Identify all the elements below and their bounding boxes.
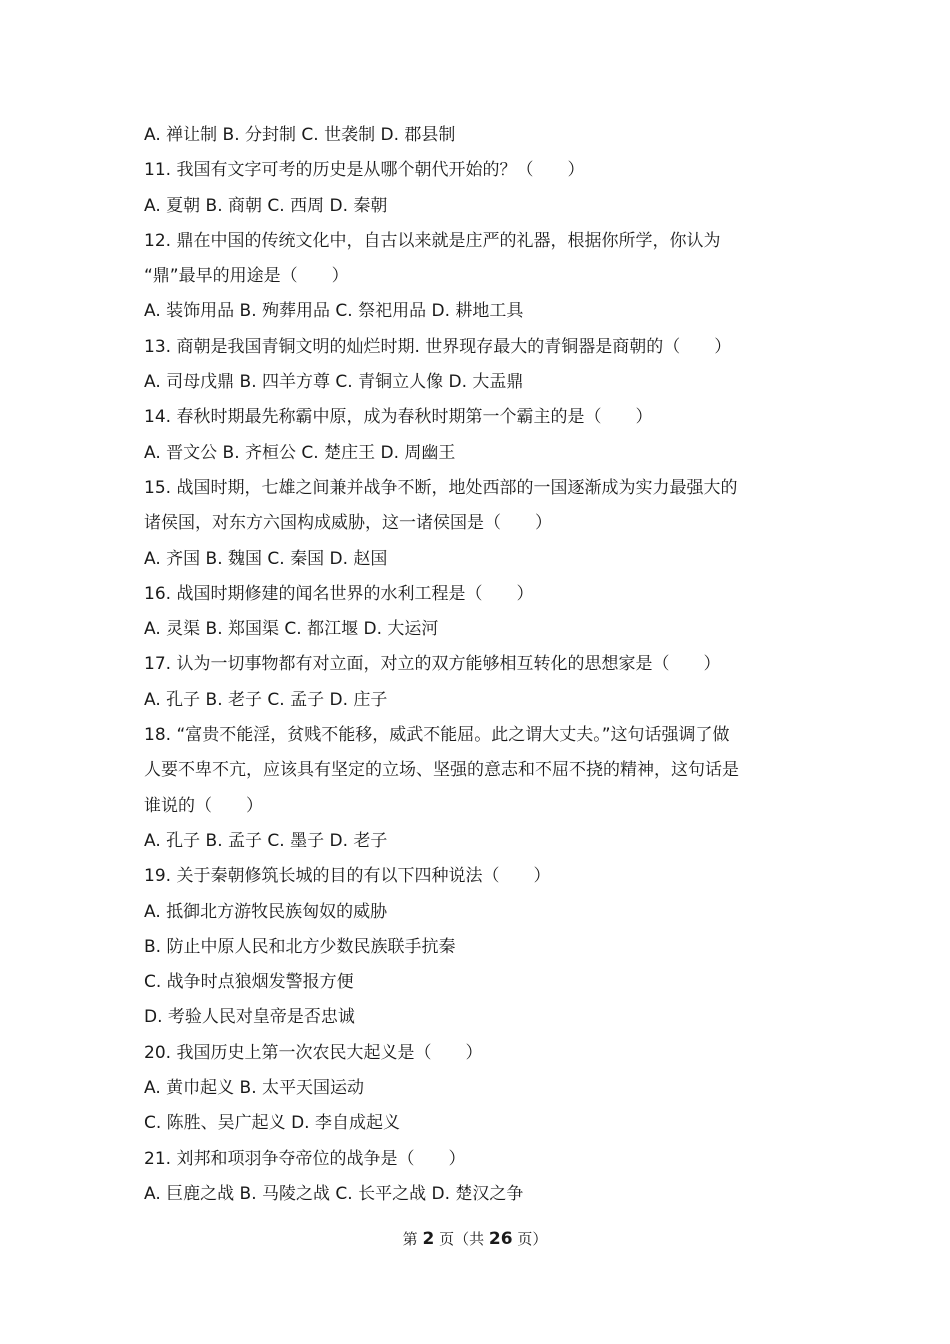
text-line: 诸侯国，对东方六国构成威胁，这一诸侯国是（ ） xyxy=(144,513,552,534)
page-footer xyxy=(0,1226,950,1252)
text-line: 20. 我国历史上第一次农民大起义是（ ） xyxy=(144,1042,483,1063)
question-content xyxy=(144,118,814,1212)
text-line: A. 装饰用品 B. 殉葬用品 C. 祭祀用品 D. 耕地工具 xyxy=(144,301,524,322)
text-line: B. 防止中原人民和北方少数民族联手抗秦 xyxy=(144,936,456,957)
footer-prefix: 第 xyxy=(402,1230,418,1248)
text-line: 18. “富贵不能淫，贫贱不能移，威武不能屈。此之谓大丈夫。”这句话强调了做 xyxy=(144,725,730,746)
footer-suffix: 页） xyxy=(517,1230,548,1248)
footer-middle: 页（共 xyxy=(439,1230,485,1248)
footer-page-number: 2 xyxy=(422,1229,435,1249)
text-line: D. 考验人民对皇帝是否忠诚 xyxy=(144,1007,355,1028)
text-line: A. 巨鹿之战 B. 马陵之战 C. 长平之战 D. 楚汉之争 xyxy=(144,1183,524,1204)
text-line: A. 禅让制 B. 分封制 C. 世袭制 D. 郡县制 xyxy=(144,125,456,145)
text-line: 14. 春秋时期最先称霸中原，成为春秋时期第一个霸主的是（ ） xyxy=(144,407,653,428)
text-line: 12. 鼎在中国的传统文化中，自古以来就是庄严的礼器，根据你所学，你认为 xyxy=(144,230,721,251)
text-line: 19. 关于秦朝修筑长城的目的有以下四种说法（ ） xyxy=(144,866,551,887)
text-line: A. 抵御北方游牧民族匈奴的威胁 xyxy=(144,901,388,922)
text-line: 15. 战国时期，七雄之间兼并战争不断，地处西部的一国逐渐成为实力最强大的 xyxy=(144,477,738,498)
text-line: A. 晋文公 B. 齐桓公 C. 楚庄王 D. 周幽王 xyxy=(144,442,456,463)
text-line: 11. 我国有文字可考的历史是从哪个朝代开始的？（ ） xyxy=(144,160,585,181)
text-line: 21. 刘邦和项羽争夺帝位的战争是（ ） xyxy=(144,1148,466,1169)
text-line: A. 齐国 B. 魏国 C. 秦国 D. 赵国 xyxy=(144,548,388,569)
text-line: A. 司母戊鼎 B. 四羊方尊 C. 青铜立人像 D. 大盂鼎 xyxy=(144,372,524,393)
footer-total-pages: 26 xyxy=(488,1229,513,1249)
text-line: C. 陈胜、吴广起义 D. 李自成起义 xyxy=(144,1113,400,1134)
text-line: A. 黄巾起义 B. 太平天国运动 xyxy=(144,1078,365,1099)
text-line: A. 孔子 B. 孟子 C. 墨子 D. 老子 xyxy=(144,830,388,851)
text-line: 17. 认为一切事物都有对立面，对立的双方能够相互转化的思想家是（ ） xyxy=(144,654,721,675)
text-line: A. 灵渠 B. 郑国渠 C. 都江堰 D. 大运河 xyxy=(144,619,439,640)
text-line: 16. 战国时期修建的闻名世界的水利工程是（ ） xyxy=(144,583,534,604)
text-line: 13. 商朝是我国青铜文明的灿烂时期. 世界现存最大的青铜器是商朝的（ ） xyxy=(144,336,732,357)
text-line: C. 战争时点狼烟发警报方便 xyxy=(144,972,354,993)
text-line: A. 孔子 B. 老子 C. 孟子 D. 庄子 xyxy=(144,689,388,710)
text-line: “鼎”最早的用途是（ ） xyxy=(144,266,349,287)
text-line: 谁说的（ ） xyxy=(144,795,263,816)
text-line: 人要不卑不亢，应该具有坚定的立场、坚强的意志和不屈不挠的精神，这句话是 xyxy=(144,760,739,781)
text-line: A. 夏朝 B. 商朝 C. 西周 D. 秦朝 xyxy=(144,195,388,216)
